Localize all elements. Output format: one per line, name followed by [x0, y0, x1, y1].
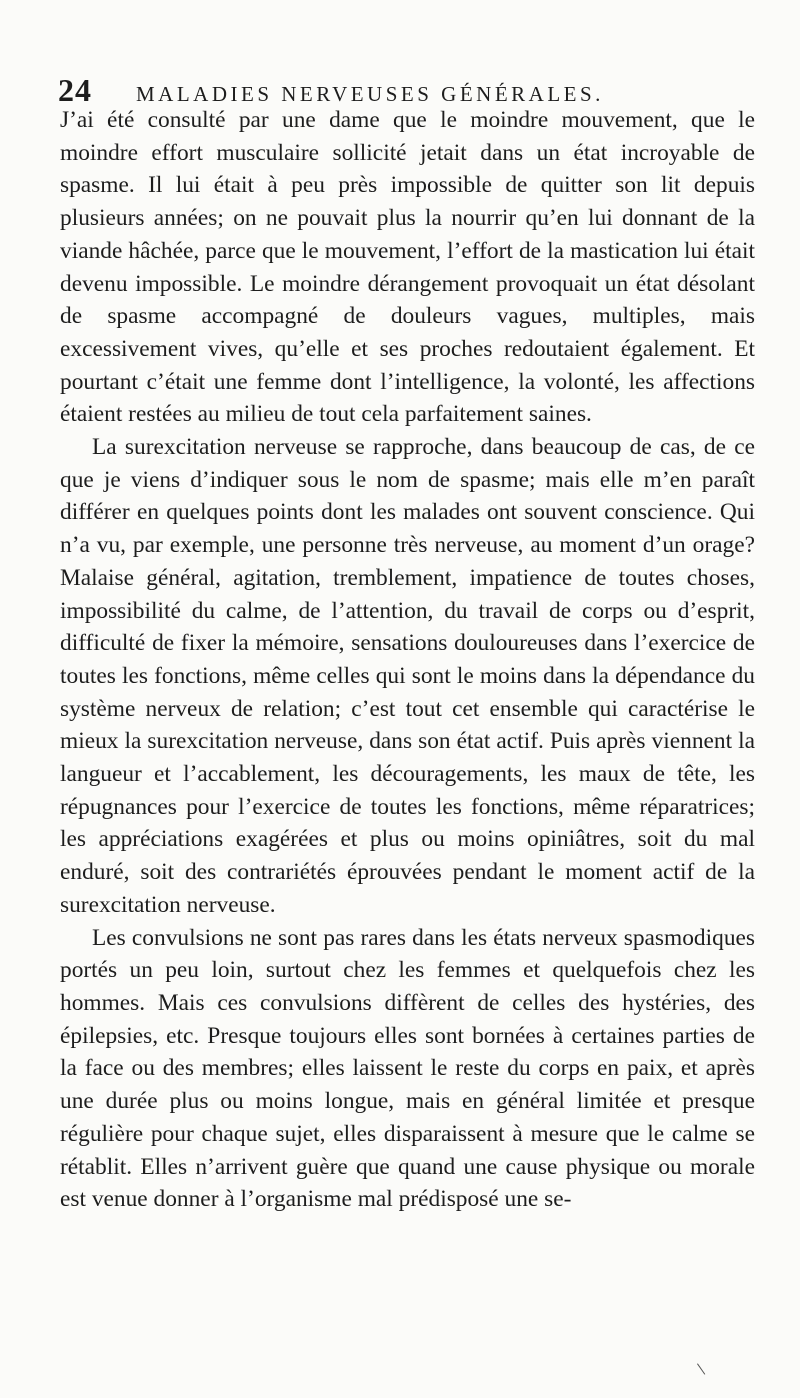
- body-text: [60, 104, 755, 1216]
- paragraph-3: Les convulsions ne sont pas rares dans les états nerveux spasmodiques portés un peu loin, surtout chez les femmes et quelquefois chez les hommes. Mais ces convulsions diffèrent de celles des hystéries, des épilepsies, etc. Presque toujours elles sont bornées à certaines parties de la face ou des membres; elles laissent le reste du corps en paix, et après une durée plus ou moins longue, mais en général limitée et presque régulière pour chaque sujet, elles disparaissent à mesure que le calme se rétablit. Elles n’arrivent guère que quand une cause physique ou morale est venue donner à l’organisme mal prédisposé une se-: [60, 924, 755, 1213]
- paragraph-2: La surexcitation nerveuse se rapproche, dans beaucoup de cas, de ce que je viens d’indiquer sous le nom de spasme; mais elle m’en paraît différer en quelques points dont les malades ont souvent conscience. Qui n’a vu, par exemple, une personne très nerveuse, au moment d’un orage? Malaise général, agitation, tremblement, impatience de toutes choses, impossibilité du calme, de l’attention, du travail de corps ou d’esprit, difficulté de fixer la mémoire, sensations douloureuses dans l’exercice de toutes les fonctions, même celles qui sont le moins dans la dépendance du système nerveux de relation; c’est tout cet ensemble qui caractérise le mieux la surexcitation nerveuse, dans son état actif. Puis après viennent la langueur et l’accablement, les découragements, les maux de tête, les répugnances pour l’exercice de toutes les fonctions, même réparatrices; les appréciations exagérées et plus ou moins opiniâtres, soit du mal enduré, soit des contrariétés éprouvées pendant le moment actif de la surexcitation nerveuse.: [60, 434, 755, 918]
- paragraph-1: J’ai été consulté par une dame que le moindre mouvement, que le moindre effort musculaire sollicité jetait dans un état incroyable de spasme. Il lui était à peu près impossible de quitter son lit depuis plusieurs années; on ne pouvait plus la nourrir qu’en lui donnant de la viande hâchée, parce que le mouvement, l’effort de la mastication lui était devenu impossible. Le moindre dérangement provoquait un état désolant de spasme accompagné de douleurs vagues, multiples, mais excessivement vives, qu’elle et ses proches redoutaient également. Et pourtant c’était une femme dont l’intelligence, la volonté, les affections étaient restées au milieu de tout cela parfaitement saines.: [60, 107, 755, 428]
- page-number: 24: [58, 72, 92, 108]
- running-title: MALADIES NERVEUSES GÉNÉRALES.: [136, 82, 604, 106]
- print-mark: [697, 1363, 705, 1374]
